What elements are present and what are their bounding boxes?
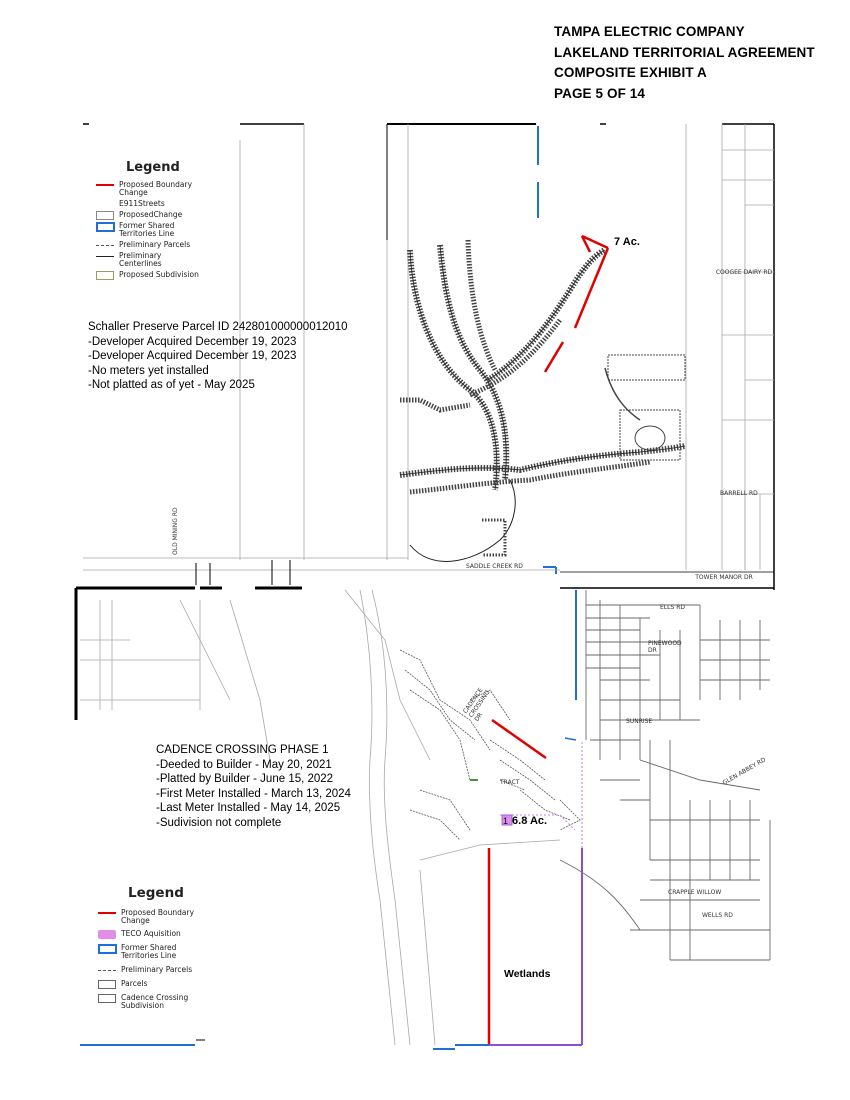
cadence-note-line: -Platted by Builder - June 15, 2022 (156, 773, 334, 785)
road-label-coogee: COOGEE DAIRY RD (715, 269, 773, 276)
cadence-note-line: -First Meter Installed - March 13, 2024 (156, 787, 351, 800)
legend-bottom-item (98, 994, 201, 1010)
box-icon (96, 211, 114, 219)
legend-bottom-label: TECO Aquisition (121, 929, 181, 938)
header-company: TAMPA ELECTRIC COMPANY (554, 24, 745, 39)
teco-acquisition-dashed (500, 740, 582, 848)
cadence-note-line: -Last Meter Installed - May 14, 2025 (156, 802, 341, 814)
cadence-crossing-subdivision (400, 650, 580, 840)
proposed-boundary-south (489, 720, 546, 1045)
header-agreement: LAKELAND TERRITORIAL AGREEMENT (554, 44, 815, 60)
legend-top-label: E911Streets (119, 199, 165, 208)
red-line-icon (98, 909, 116, 917)
road-label-ells: ELLS RD (660, 604, 685, 611)
legend-top-item (96, 252, 199, 268)
cadence-note-line: CADENCE CROSSING PHASE 1 (156, 744, 329, 756)
legend-top-label: Preliminary Centerlines (119, 251, 162, 268)
road-label-crapple: CRAPPLE WILLOW (668, 889, 722, 896)
road-label-pinewood: PINEWOOD DR (648, 640, 682, 654)
box-icon (98, 994, 116, 1002)
schaller-note-line: Schaller Preserve Parcel ID 242801000000012010 (88, 321, 348, 333)
header-page: PAGE 5 OF 14 (554, 85, 645, 101)
solid-line-icon (96, 252, 114, 260)
tract-label: TRACT (500, 779, 520, 786)
legend-bottom-item (98, 909, 201, 925)
road-label-cadence: CADENCE CROSSING DR (461, 686, 492, 723)
legend-bottom-item (98, 966, 201, 974)
box-icon (98, 980, 116, 988)
acreage-label-north: 7 Ac. (614, 236, 640, 248)
streets-icon (96, 200, 114, 208)
legend-top-item (96, 271, 199, 279)
pink-box-icon (98, 930, 116, 938)
schaller-note-line: -No meters yet installed (88, 364, 209, 377)
road-label-barrell: BARRELL RD (720, 490, 758, 497)
legend-bottom-label: Proposed Boundary Change (121, 908, 195, 925)
schaller-note-line: -Developer Acquired December 19, 2023 (88, 350, 297, 362)
legend-top-item (96, 211, 199, 219)
road-label-glen: GLEN ABBEY RD (721, 756, 768, 787)
road-label-tower: TOWER MANOR DR (695, 574, 753, 581)
legend-top-label: Preliminary Parcels (119, 240, 191, 249)
cadence-crossing-notes (156, 743, 351, 830)
legend-bottom-item (98, 944, 201, 960)
schaller-subdivision (400, 240, 685, 561)
schaller-note-line: -Not platted as of yet - May 2025 (88, 379, 255, 391)
proposed-boundary-north (545, 236, 608, 372)
legend-top-label: ProposedChange (119, 210, 183, 219)
blue-box-icon (96, 222, 114, 230)
dashed-line-icon (98, 966, 116, 974)
legend-top-item (96, 241, 199, 249)
dashed-line-icon (96, 241, 114, 249)
legend-bottom-item (98, 980, 201, 988)
legend-bottom-item (98, 930, 201, 938)
road-label-old-mining: OLD MINING RD (172, 507, 179, 555)
cadence-note-line: -Deeded to Builder - May 20, 2021 (156, 758, 332, 771)
legend-top-label: Proposed Subdivision (119, 270, 199, 279)
acreage-value-south: 6.8 Ac. (512, 815, 548, 827)
legend-top-title: Legend (126, 160, 180, 175)
legend-bottom (98, 885, 201, 1013)
legend-top-item (96, 200, 199, 208)
red-line-icon (96, 181, 114, 189)
legend-bottom-label: Parcels (121, 979, 148, 988)
road-label-sunrise: SUNRISE (626, 718, 653, 725)
legend-bottom-label: Cadence Crossing Subdivision (121, 993, 189, 1010)
schaller-note-line: -Developer Acquired December 19, 2023 (88, 335, 297, 348)
blue-box-icon (98, 944, 116, 952)
road-label-wells: WELLS RD (702, 912, 733, 919)
legend-bottom-title: Legend (128, 885, 184, 901)
cadence-note-line: -Sudivision not complete (156, 816, 282, 829)
legend-top (96, 160, 199, 282)
road-label-saddle: SADDLE CREEK RD (466, 563, 523, 570)
teco-acquisition-line (489, 848, 582, 1045)
olive-box-icon (96, 271, 114, 279)
schaller-preserve-notes (88, 320, 348, 393)
shared-territory-tick (565, 738, 576, 740)
acreage-label-south (503, 815, 547, 827)
legend-top-item (96, 181, 199, 197)
legend-top-label: Proposed Boundary Change (119, 180, 193, 197)
shared-territory-line-north (538, 126, 556, 574)
header-exhibit: COMPOSITE EXHIBIT A (554, 65, 707, 80)
legend-bottom-label: Former Shared Territories Line (121, 943, 177, 960)
wetlands-label: Wetlands (504, 968, 551, 980)
legend-top-item (96, 222, 199, 238)
legend-top-label: Former Shared Territories Line (119, 221, 175, 238)
old-mining-road (196, 560, 290, 585)
legend-bottom-label: Preliminary Parcels (121, 965, 193, 974)
teco-marker-number: 1 (503, 816, 509, 826)
